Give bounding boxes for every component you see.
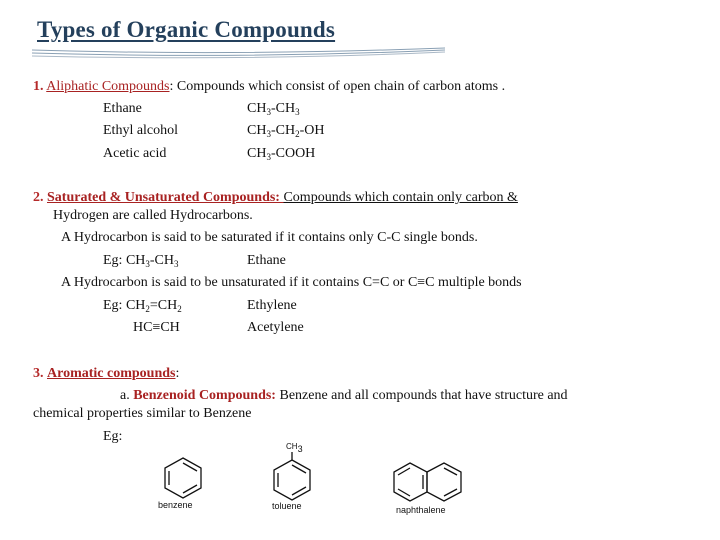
section3-number: 3. <box>33 366 44 381</box>
benzenoid-text: Benzene and all compounds that have structure and <box>275 388 568 403</box>
example-name: Ethyl alcohol <box>103 123 179 138</box>
unsaturated-example-formula: Eg: $CH_2=CH_2$ <box>103 298 182 314</box>
example-formula: $CH_3-CH_2-OH$ <box>247 123 325 139</box>
benzene-caption: benzene <box>158 500 193 510</box>
alkyne-example-name: Acetylene <box>247 320 304 335</box>
section2-number: 2. <box>33 190 44 205</box>
unsaturated-definition: A Hydrocarbon is said to be unsaturated if it contains C=C or C≡C multiple bonds <box>61 275 522 290</box>
title-underline-swoosh <box>30 46 450 62</box>
naphthalene-structure <box>392 460 464 504</box>
example-name: Ethane <box>103 101 142 116</box>
example-label: Eg: <box>103 429 123 444</box>
toluene-structure <box>268 452 316 502</box>
example-name: Acetic acid <box>103 146 167 161</box>
section1-number: 1. <box>33 79 44 94</box>
section2-heading: Saturated & Unsaturated Compounds: <box>47 190 284 205</box>
example-formula: $CH_3-CH_3$ <box>247 101 300 117</box>
unsaturated-example-name: Ethylene <box>247 298 297 313</box>
section1-heading-line <box>33 76 505 98</box>
benzenoid-text2: chemical properties similar to Benzene <box>33 406 252 421</box>
page-title: Types of Organic Compounds <box>37 17 336 42</box>
saturated-example-formula: Eg: $CH_3-CH_3$ <box>103 253 179 269</box>
naphthalene-caption: naphthalene <box>396 505 446 515</box>
section3-heading: Aromatic compounds <box>47 366 176 381</box>
section2-text2: Hydrogen are called Hydrocarbons. <box>53 208 253 223</box>
section2-text: Compounds which contain only carbon & <box>283 190 518 205</box>
saturated-definition: A Hydrocarbon is said to be saturated if it contains only C-C single bonds. <box>61 230 478 245</box>
example-formula: $CH_3$-COOH <box>247 146 316 162</box>
section1-text: : Compounds which consist of open chain of carbon atoms . <box>169 79 506 94</box>
section3-heading-line: 3. Aromatic compounds: <box>33 366 180 381</box>
sub-label: a. <box>120 388 134 403</box>
benzenoid-heading: Benzenoid Compounds: <box>133 388 276 403</box>
alkyne-example-formula: HC≡CH <box>133 320 180 335</box>
saturated-example-name: Ethane <box>247 253 286 268</box>
benzene-structure <box>160 455 206 501</box>
toluene-substituent: $CH_3$ <box>286 442 303 454</box>
section1-heading: Aliphatic Compounds <box>46 79 170 94</box>
toluene-caption: toluene <box>272 501 302 511</box>
